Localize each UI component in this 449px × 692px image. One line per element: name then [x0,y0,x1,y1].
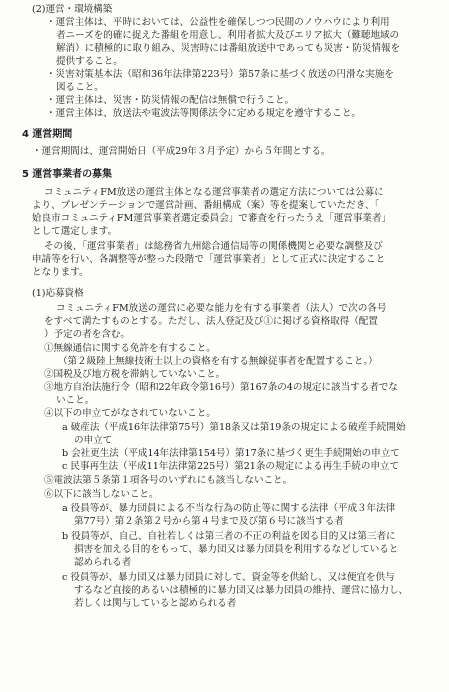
paragraph-line: より、プレゼンテーションで運営計画、番組構成（案）等を提案していただき、「 [32,200,380,211]
text-line: 解消）に積極的に取り組み、災害時には番組放送中であっても災害・防災情報を [56,43,401,54]
section-heading: 5 運営事業者の募集 [22,169,112,180]
text-line: 者ニーズを的確に捉えた番組を用意し、利用者拡大及びエリア拡大（難聴地域の [56,30,400,41]
list-item: ⑤電波法第５条第１項各号のいずれにも該当しないこと。 [44,475,293,486]
text-line: するなど直接的あるいは積極的に暴力団又は暴力団員の維持、運営に協力し、 [74,585,409,596]
paragraph-line: 姶良市コミュニティFM運営事業者選定委員会」で審査を行ったうえ「運営事業者」 [32,213,391,224]
text-line: いこと。 [56,395,95,406]
section-heading: (1)応募資格 [32,288,84,299]
bullet-item: ・運営主体は、放送法や電波法等関係法令に定める規定を遵守すること。 [46,108,361,119]
list-item: ①無線通信に関する免許を有すること。 [44,343,216,354]
text-line: 第77号）第２条第２号から第４号まで及び第６号に該当する者 [74,516,344,527]
list-item: ④以下の申立てがなされていないこと。 [44,408,216,419]
sub-item: c 役員等が、暴力団又は暴力団員に対して、資金等を供給し、又は便宜を供与 [62,572,395,583]
paragraph-line: 申請等を行い、各調整等が整った段階で「運営事業者」として正式に決定すること [32,254,386,265]
text-line: 認められる者 [74,557,132,568]
sub-item: b 会社更生法（平成14年法律第154号）第17条に基づく更生手続開始の申立て [62,448,400,459]
text-line: （第２級陸上無線技術士以上の資格を有する無線従事者を配置すること。） [58,356,378,367]
sub-item: a 役員等が、暴力団員による不当な行為の防止等に関する法律（平成３年法律 [62,503,396,514]
text-line: の申立て [74,435,113,446]
paragraph-line: ）予定の者を含む。 [44,329,130,340]
sub-item: c 民事再生法（平成11年法律第225号）第21条の規定による再生手続の申立て [62,461,400,472]
text-line: 損害を加える目的をもって、暴力団又は暴力団員を利用するなどしていると [74,544,399,555]
bullet-item: ・運営主体は、平時においては、公益性を確保しつつ民間のノウハウにより利用 [46,17,390,28]
text-line: 図ること。 [56,82,104,93]
section-heading: (2)運営・環境構築 [32,4,113,15]
paragraph-line: をすべて満たすものとする。ただし、法人登記及び①に掲げる資格取得（配置 [44,316,378,327]
list-item: ②国税及び地方税を滞納していないこと。 [44,369,226,380]
bullet-item: ・運営期間は、運営開始日（平成29年３月予定）から５年間とする。 [32,146,331,157]
paragraph-line: コミュニティFM放送の運営に必要な能力を有する事業者（法人）で次の各号 [56,303,387,314]
paragraph-line: となります。 [32,267,89,278]
sub-item: a 破産法（平成16年法律第75号）第18条又は第19条の規定による破産手続開始 [62,422,406,433]
sub-item: b 役員等が、自己、自社若しくは第三者の不正の利益を図る目的又は第三者に [62,531,396,542]
paragraph-line: その後、「運営事業者」は総務省九州総合通信局等の関係機関と必要な調整及び [44,241,383,252]
list-item: ③地方自治法施行令（昭和22年政令第16号）第167条の4の規定に該当する者でな [44,382,398,393]
paragraph-line: コミュニティFM放送の運営主体となる運営事業者の選定方法については公募に [44,187,384,198]
section-heading: 4 運営期間 [22,129,73,140]
bullet-item: ・運営主体は、災害・防災情報の配信は無償で行うこと。 [46,95,295,106]
text-line: 若しくは関与していると認められる者 [74,598,237,609]
list-item: ⑥以下に該当しないこと。 [44,489,159,500]
text-line: 提供すること。 [56,56,123,67]
bullet-item: ・災害対策基本法（昭和36年法律第223号）第57条に基づく放送の円滑な実施を [46,69,394,80]
paragraph-line: として選定します。 [32,226,118,237]
